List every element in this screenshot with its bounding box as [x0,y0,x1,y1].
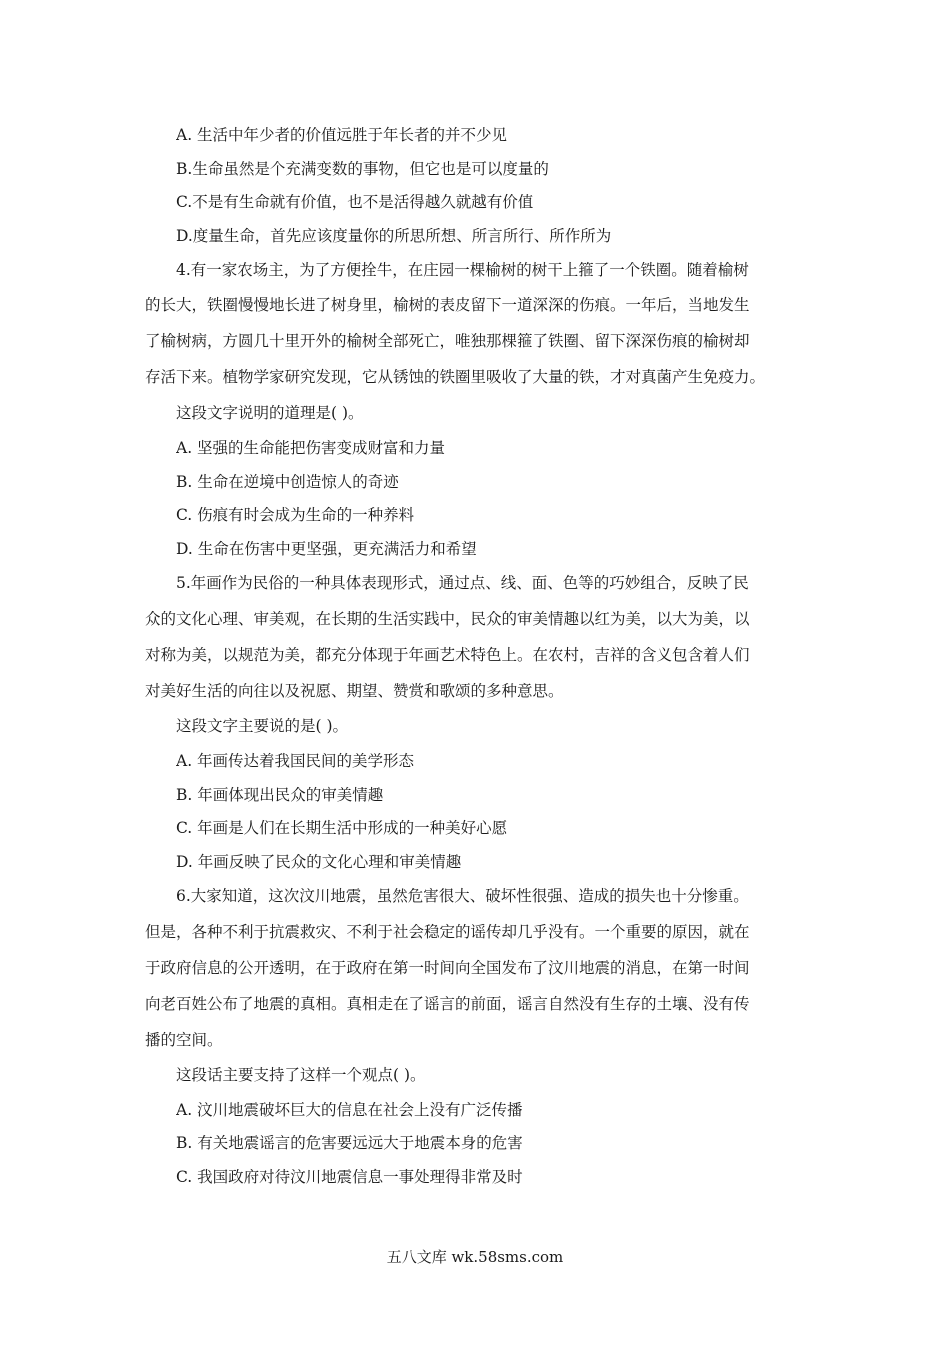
q5-option-b: B. 年画体现出民众的审美情趣 [176,786,384,804]
q4-prompt: 这段文字说明的道理是( )。 [176,404,364,422]
q6-paragraph-line: 于政府信息的公开透明，在于政府在第一时间向全国发布了汶川地震的消息，在第一时间 [145,959,750,977]
q5-paragraph-line: 对称为美，以规范为美，都充分体现于年画艺术特色上。在农村，吉祥的含义包含着人们 [145,646,750,664]
q3-option-b: B.生命虽然是个充满变数的事物，但它也是可以度量的 [176,160,549,178]
q4-option-b: B. 生命在逆境中创造惊人的奇迹 [176,473,399,491]
q5-prompt: 这段文字主要说的是( )。 [176,717,349,735]
q5-option-d: D. 年画反映了民众的文化心理和审美情趣 [176,853,462,871]
page-footer: 五八文库 wk.58sms.com [386,1248,564,1266]
q3-option-a: A. 生活中年少者的价值远胜于年长者的并不少见 [176,126,508,144]
q3-option-c: C.不是有生命就有价值，也不是活得越久就越有价值 [176,193,534,211]
q6-option-a: A. 汶川地震破坏巨大的信息在社会上没有广泛传播 [176,1101,523,1119]
q5-paragraph-line: 5.年画作为民俗的一种具体表现形式，通过点、线、面、色等的巧妙组合，反映了民 [176,574,749,592]
q5-paragraph-line: 众的文化心理、审美观，在长期的生活实践中，民众的审美情趣以红为美，以大为美，以 [145,610,750,628]
q3-option-d: D.度量生命，首先应该度量你的所思所想、所言所行、所作所为 [176,227,612,245]
q4-paragraph-line: 了榆树病，方圆几十里开外的榆树全部死亡，唯独那棵箍了铁圈、留下深深伤痕的榆树却 [145,332,750,350]
q5-option-c: C. 年画是人们在长期生活中形成的一种美好心愿 [176,819,508,837]
q4-option-a: A. 坚强的生命能把伤害变成财富和力量 [176,439,446,457]
q5-paragraph-line: 对美好生活的向往以及祝愿、期望、赞赏和歌颂的多种意思。 [145,682,564,700]
q6-paragraph-line: 但是，各种不利于抗震救灾、不利于社会稳定的谣传却几乎没有。一个重要的原因，就在 [145,923,750,941]
q4-option-d: D. 生命在伤害中更坚强，更充满活力和希望 [176,540,477,558]
q6-paragraph-line: 播的空间。 [145,1031,223,1049]
q4-option-c: C. 伤痕有时会成为生命的一种养料 [176,506,415,524]
q4-paragraph-line: 的长大，铁圈慢慢地长进了树身里，榆树的表皮留下一道深深的伤痕。一年后，当地发生 [145,296,750,314]
q4-paragraph-line: 存活下来。植物学家研究发现，它从锈蚀的铁圈里吸收了大量的铁，才对真菌产生免疫力。 [145,368,766,386]
q6-paragraph-line: 6.大家知道，这次汶川地震，虽然危害很大、破坏性很强、造成的损失也十分惨重。 [176,887,749,905]
q4-paragraph-line: 4.有一家农场主，为了方便拴牛，在庄园一棵榆树的树干上箍了一个铁圈。随着榆树 [176,261,749,279]
q5-option-a: A. 年画传达着我国民间的美学形态 [176,752,415,770]
q6-paragraph-line: 向老百姓公布了地震的真相。真相走在了谣言的前面，谣言自然没有生存的土壤、没有传 [145,995,750,1013]
q6-option-c: C. 我国政府对待汶川地震信息一事处理得非常及时 [176,1168,523,1186]
q6-prompt: 这段话主要支持了这样一个观点( )。 [176,1066,426,1084]
q6-option-b: B. 有关地震谣言的危害要远远大于地震本身的危害 [176,1134,523,1152]
